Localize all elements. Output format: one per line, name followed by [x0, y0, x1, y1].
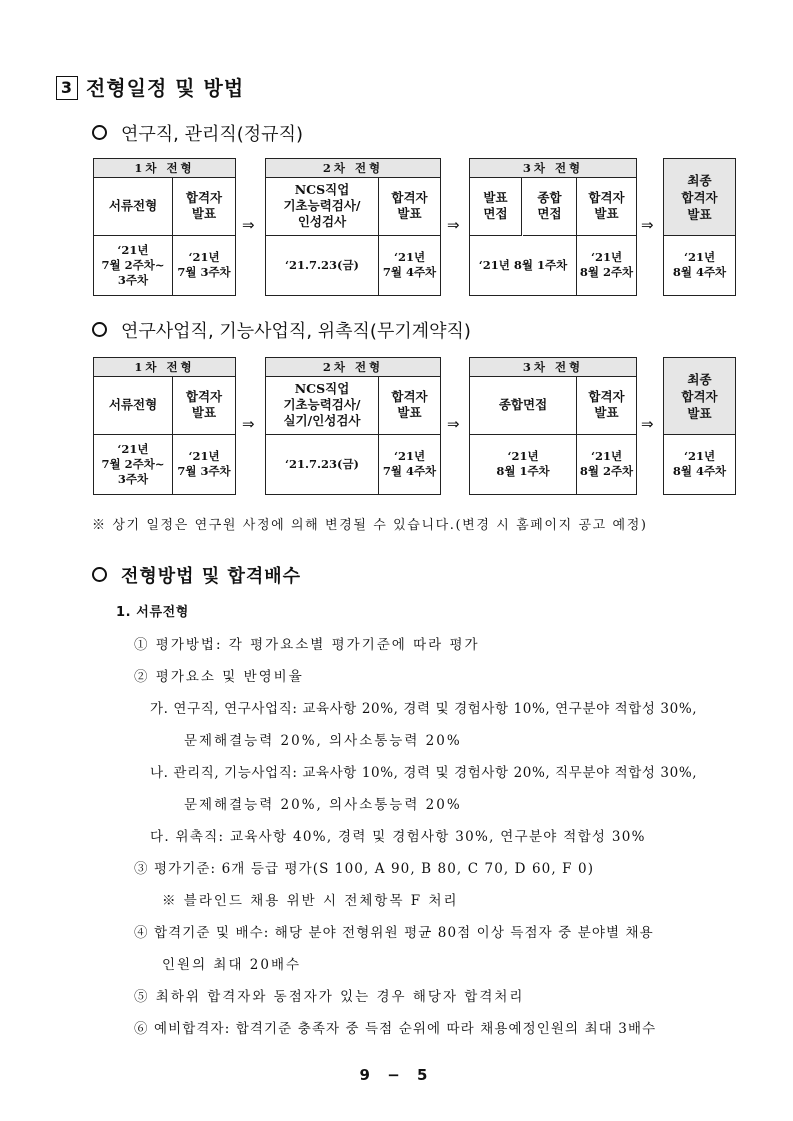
- stage-column: [173, 177, 235, 295]
- stage-item-date: ‘21년 7월 3주차: [177, 250, 231, 279]
- final-stage: [663, 158, 736, 296]
- section-title-text: 전형일정 및 방법: [86, 76, 245, 100]
- stage-column: [94, 376, 173, 494]
- stage-header: 3차 전형: [470, 159, 636, 178]
- final-date: ‘21년 8월 4주차: [672, 250, 727, 279]
- final-name: 최종 합격자 발표: [664, 358, 735, 435]
- stage-column: [577, 376, 636, 494]
- method-item-2: ② 평가요소 및 반영비율: [134, 669, 304, 685]
- arrow-icon: ⇒: [242, 415, 255, 433]
- method-item-2-na-cont: 문제해결능력 20%, 의사소통능력 20%: [184, 797, 462, 813]
- arrow-icon: ⇒: [641, 415, 654, 433]
- method-item-2-ga: 가. 연구직, 연구사업직: 교육사항 20%, 경력 및 경험사항 10%, 연구분야 적합성 30%,: [150, 701, 698, 717]
- method-item-1: ① 평가방법: 각 평가요소별 평가기준에 따라 평가: [134, 637, 480, 653]
- stage-item-name: 합격자 발표: [173, 376, 235, 435]
- stage-item-date: ‘21년 7월 4주차: [382, 250, 437, 279]
- stage-header: 1차 전형: [94, 358, 235, 377]
- stage-3: [469, 158, 637, 296]
- stage-3: [469, 357, 637, 495]
- stage-item-name: 발표 면접: [470, 177, 522, 236]
- stage-item-date: ‘21년 7월 3주차: [177, 449, 231, 478]
- stage-column: [266, 376, 379, 494]
- section-title: [56, 72, 244, 102]
- stage-column: [470, 376, 577, 494]
- stage-item-date: ‘21년 7월 2주차~ 3주차: [101, 242, 165, 287]
- stage-item-name: 종합 면접: [523, 177, 576, 236]
- page-number: 9 − 5: [359, 1066, 434, 1084]
- stage-column: [577, 177, 636, 295]
- stage-2: [265, 357, 441, 495]
- stage-header: 1차 전형: [94, 159, 235, 178]
- stage-item-name: 서류전형: [94, 376, 172, 435]
- method-item-5: ⑤ 최하위 합격자와 동점자가 있는 경우 해당자 합격처리: [134, 989, 525, 1005]
- method-item-2-da: 다. 위촉직: 교육사항 40%, 경력 및 경험사항 30%, 연구분야 적합성 30%: [150, 829, 646, 845]
- method-item-3: ③ 평가기준: 6개 등급 평가(S 100, A 90, B 80, C 70, D 60, F 0): [134, 861, 595, 877]
- subsection-3-title: [92, 562, 301, 588]
- stage-item-name: NCS직업 기초능력검사/ 실기/인성검사: [266, 376, 378, 435]
- method-item-3-note: ※ 블라인드 채용 위반 시 전체항목 F 처리: [162, 893, 459, 909]
- stage-header: 2차 전형: [266, 358, 440, 377]
- stage-item-date: ‘21.7.23(금): [284, 456, 359, 471]
- stage-1: [93, 158, 236, 296]
- method-heading: 1. 서류전형: [116, 605, 189, 620]
- circle-bullet-icon: [92, 567, 107, 582]
- circle-bullet-icon: [92, 322, 107, 337]
- subsection-1-text: 연구직, 관리직(정규직): [121, 124, 303, 145]
- stage-column: [173, 376, 235, 494]
- method-item-2-na: 나. 관리직, 기능사업직: 교육사항 10%, 경력 및 경험사항 20%, 직무분야 적합성 30%,: [150, 765, 698, 781]
- section-number: 3: [56, 76, 78, 100]
- arrow-icon: ⇒: [641, 216, 654, 234]
- stage-item-name: 종합면접: [470, 376, 576, 435]
- method-item-4-cont: 인원의 최대 20배수: [162, 957, 302, 973]
- stage-1: [93, 357, 236, 495]
- method-item-4: ④ 합격기준 및 배수: 해당 분야 전형위원 평균 80점 이상 득점자 중 분야별 채용: [134, 925, 654, 941]
- stage-item-date: ‘21년 7월 2주차~ 3주차: [101, 441, 165, 486]
- final-name: 최종 합격자 발표: [664, 159, 735, 236]
- stage-item-date: ‘21년 8월 2주차: [579, 449, 634, 478]
- stage-2: [265, 158, 441, 296]
- stage-column: [470, 177, 577, 295]
- stage-item-name: 합격자 발표: [379, 177, 440, 236]
- subsection-3-text: 전형방법 및 합격배수: [121, 566, 302, 587]
- stage-item-date: ‘21.7.23(금): [284, 257, 359, 272]
- stage-header: 3차 전형: [470, 358, 636, 377]
- stage-item-name: 합격자 발표: [577, 376, 636, 435]
- circle-bullet-icon: [92, 125, 107, 140]
- stage-item-name: 합격자 발표: [173, 177, 235, 236]
- stage-column: [379, 177, 440, 295]
- final-stage: [663, 357, 736, 495]
- subsection-1-title: [92, 120, 303, 146]
- stage-item-date: ‘21년 8월 1주차: [496, 449, 550, 478]
- stage-item-date: ‘21년 8월 1주차: [478, 257, 568, 272]
- stage-item-date: ‘21년 8월 2주차: [579, 250, 634, 279]
- arrow-icon: ⇒: [447, 415, 460, 433]
- stage-item-name: NCS직업 기초능력검사/ 인성검사: [266, 177, 378, 236]
- subsection-2-title: [92, 317, 471, 343]
- stage-item-name: 합격자 발표: [379, 376, 440, 435]
- method-item-6: ⑥ 예비합격자: 합격기준 충족자 중 득점 순위에 따라 채용예정인원의 최대 3배수: [134, 1021, 657, 1037]
- stage-column: [266, 177, 379, 295]
- method-item-2-ga-cont: 문제해결능력 20%, 의사소통능력 20%: [184, 733, 462, 749]
- schedule-table-2: [0, 357, 793, 497]
- final-date: ‘21년 8월 4주차: [672, 449, 727, 478]
- schedule-change-note: ※ 상기 일정은 연구원 사정에 의해 변경될 수 있습니다.(변경 시 홈페이지 공고 예정): [92, 518, 648, 533]
- stage-item-name: 합격자 발표: [577, 177, 636, 236]
- stage-header: 2차 전형: [266, 159, 440, 178]
- stage-column: [94, 177, 173, 295]
- stage-column: [379, 376, 440, 494]
- subsection-2-text: 연구사업직, 기능사업직, 위촉직(무기계약직): [121, 321, 471, 342]
- stage-item-date: ‘21년 7월 4주차: [382, 449, 437, 478]
- arrow-icon: ⇒: [447, 216, 460, 234]
- schedule-table-1: [0, 158, 793, 298]
- stage-item-name: 서류전형: [94, 177, 172, 236]
- arrow-icon: ⇒: [242, 216, 255, 234]
